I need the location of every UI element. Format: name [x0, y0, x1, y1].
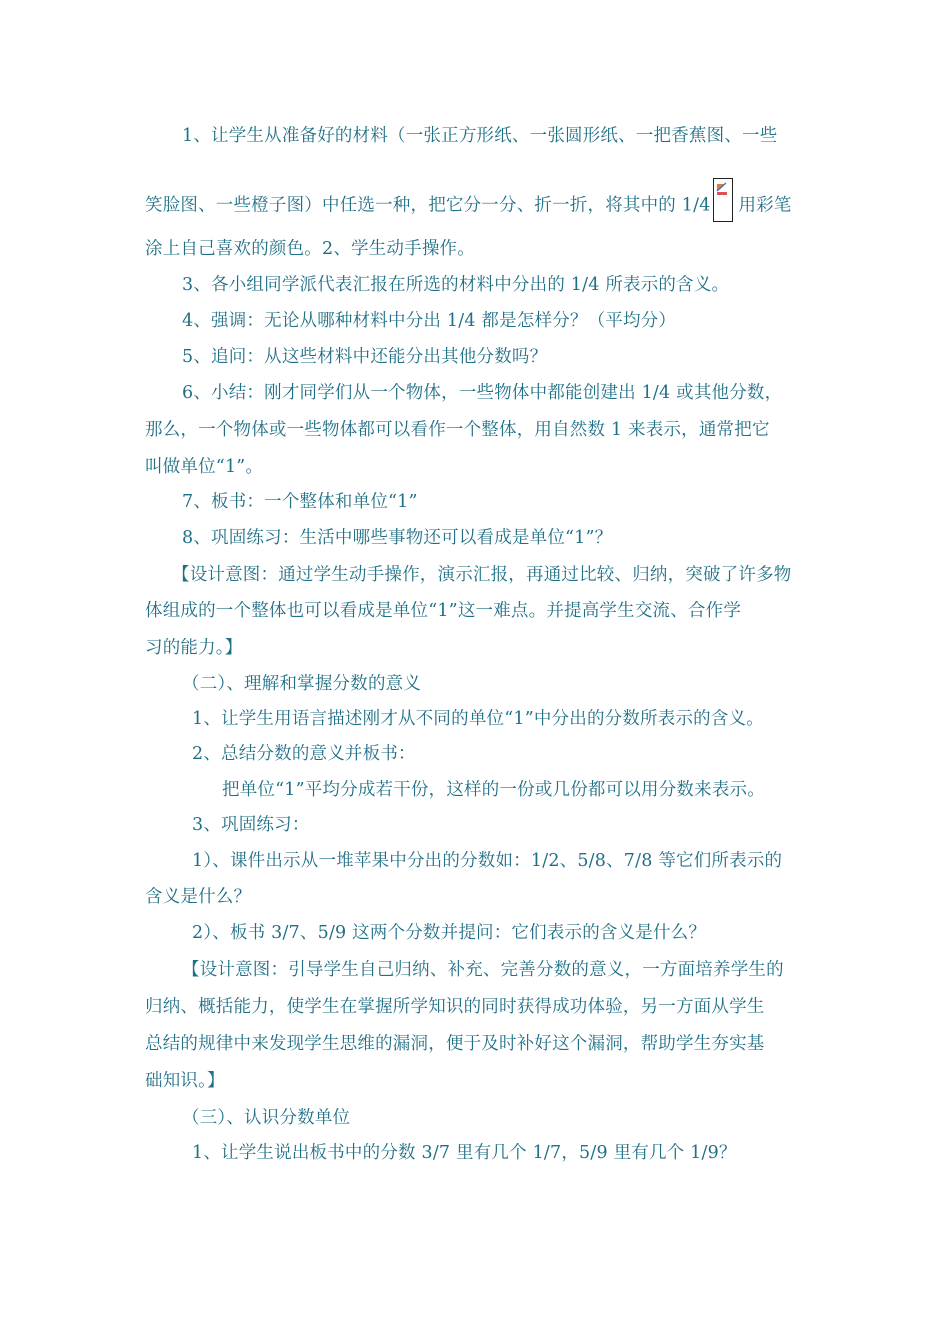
- design-intent-2-line-3: 总结的规律中来发现学生思维的漏洞，便于及时补好这个漏洞，帮助学生夯实基: [145, 1034, 765, 1054]
- exercise-1-line-2: 含义是什么？: [145, 887, 252, 907]
- para-1-line-3: 涂上自己喜欢的颜色。2、学生动手操作。: [145, 239, 475, 259]
- design-intent-2-line-1: 【设计意图：引导学生自己归纳、补充、完善分数的意义，一方面培养学生的: [182, 960, 784, 980]
- para-1-line-2-tail: 用彩笔: [738, 195, 792, 216]
- para-4: 5、追问：从这些材料中还能分出其他分数吗？: [182, 347, 548, 367]
- para-5-line-3: 叫做单位“1”。: [145, 457, 264, 477]
- design-intent-1-line-2: 体组成的一个整体也可以看成是单位“1”这一难点。并提高学生交流、合作学: [145, 601, 742, 621]
- section-heading-3: （三）、认识分数单位: [182, 1108, 351, 1128]
- exercise-1-line-1: 1）、课件出示从一堆苹果中分出的分数如：1/2、5/8、7/8 等它们所表示的: [192, 851, 783, 871]
- design-intent-2-line-2: 归纳、概括能力，使学生在掌握所学知识的同时获得成功体验，另一方面从学生: [145, 997, 765, 1017]
- para-9: 2、总结分数的意义并板书：: [192, 744, 416, 764]
- para-3: 4、强调：无论从哪种材料中分出 1/4 都是怎样分？（平均分）: [182, 311, 677, 331]
- definition: 把单位“1”平均分成若干份，这样的一份或几份都可以用分数来表示。: [222, 780, 765, 800]
- design-intent-2-line-4: 础知识。】: [145, 1071, 225, 1091]
- para-10: 3、巩固练习：: [192, 815, 310, 835]
- para-5-line-1: 6、小结：刚才同学们从一个物体，一些物体中都能创建出 1/4 或其他分数，: [182, 383, 783, 403]
- section-heading-2: （二）、理解和掌握分数的意义: [182, 674, 422, 694]
- para-1-line-1: 1、让学生从准备好的材料（一张正方形纸、一张圆形纸、一把香蕉图、一些: [182, 126, 778, 146]
- design-intent-1-line-1: 【设计意图：通过学生动手操作，演示汇报，再通过比较、归纳，突破了许多物: [172, 565, 792, 585]
- para-11: 1、让学生说出板书中的分数 3/7 里有几个 1/7，5/9 里有几个 1/9？: [192, 1143, 737, 1163]
- para-6: 7、板书：一个整体和单位“1”: [182, 492, 418, 512]
- exercise-2: 2）、板书 3/7、5/9 这两个分数并提问：它们表示的含义是什么？: [192, 923, 707, 943]
- design-intent-1-line-3: 习的能力。】: [145, 638, 243, 658]
- para-1-line-2: [145, 184, 792, 228]
- para-5-line-2: 那么，一个物体或一些物体都可以看作一个整体，用自然数 1 来表示，通常把它: [145, 420, 770, 440]
- para-8: 1、让学生用语言描述刚才从不同的单位“1”中分出的分数所表示的含义。: [192, 709, 764, 729]
- para-2: 3、各小组同学派代表汇报在所选的材料中分出的 1/4 所表示的含义。: [182, 275, 730, 295]
- para-1-line-2-text: 笑脸图、一些橙子图）中任选一种，把它分一分、折一折，将其中的 1/4: [145, 195, 711, 216]
- para-7: 8、巩固练习：生活中哪些事物还可以看成是单位“1”？: [182, 528, 613, 548]
- embedded-image-icon: [713, 178, 733, 222]
